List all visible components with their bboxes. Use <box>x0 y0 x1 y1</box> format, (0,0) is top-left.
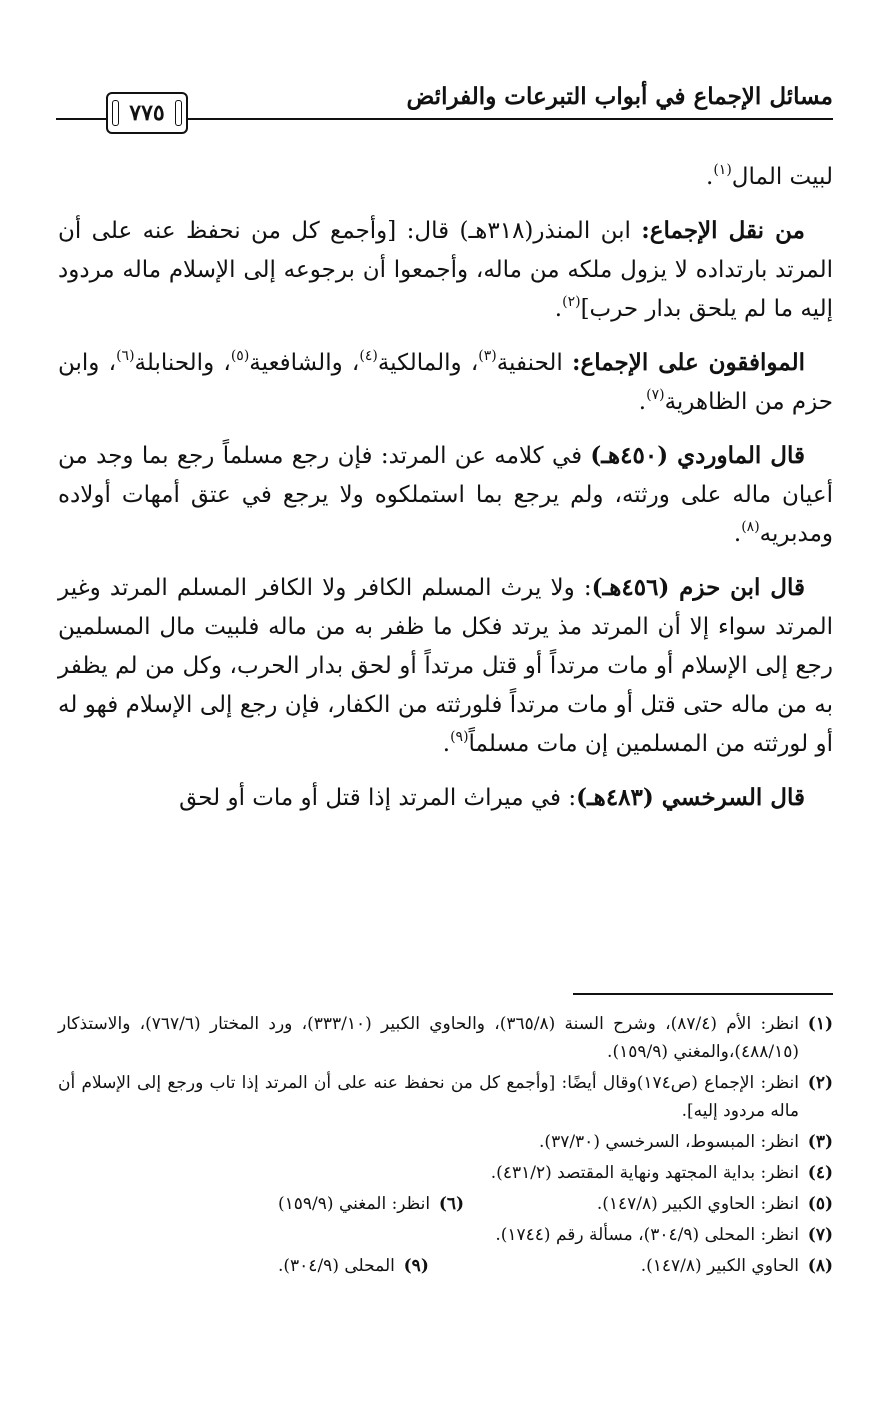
page-number-frame <box>106 92 188 134</box>
footnote-number: (٨) <box>807 1256 833 1276</box>
footnote-text: انظر: الحاوي الكبير (١٤٧/٨). <box>596 1194 799 1214</box>
footnote-ref[interactable]: (٩) <box>450 729 469 745</box>
footnote-number: (٢) <box>807 1073 833 1093</box>
punctuation: . <box>554 296 563 322</box>
paragraph-continuation <box>58 158 833 197</box>
footnote-ref[interactable]: (٣) <box>478 348 497 364</box>
paragraph-label: قال الماوردي (٤٥٠هـ) <box>590 442 805 469</box>
footnote-text: انظر: المبسوط، السرخسي (٣٧/٣٠). <box>539 1132 799 1152</box>
punctuation: . <box>733 521 742 547</box>
paragraph-agreeing-schools <box>58 343 833 422</box>
footnote-ref[interactable]: (٤) <box>359 348 378 364</box>
footnote-1 <box>58 1010 833 1066</box>
paragraph-sarakhsi <box>58 778 833 818</box>
page-number: ٧٧٥ <box>129 100 165 126</box>
footnote-ref[interactable]: (٧) <box>646 387 665 403</box>
paragraph-text: الحنفية <box>496 350 573 376</box>
paragraph-text: : ولا يرث المسلم الكافر ولا الكافر المسلم المرتد وغير المرتد سواء إلا أن المرتد مذ يرتد فكل ما ظفر به من ماله فلبيت مال المسلمين رجع إلى الإسلام أو مات مرتداً أو قتل مرتداً أو لحق بدار الحرب، وكل من لم يظفر به من ماله حتى قتل أو مات مرتداً فلورثته من الكفار، فإن رجع إلى الإسلام فهو له أو لورثته من المسلمين إن مات مسلماً <box>58 575 833 757</box>
footnote-7 <box>58 1221 833 1249</box>
paragraph-label: قال ابن حزم (٤٥٦هـ) <box>591 574 805 601</box>
footnote-3 <box>58 1128 833 1156</box>
paragraph-text: ، والمالكية <box>377 350 479 376</box>
footnote-text: انظر: المغني (١٥٩/٩) <box>278 1194 431 1214</box>
paragraph-label: الموافقون على الإجماع: <box>572 349 805 376</box>
footnote-row-5-6 <box>58 1190 833 1218</box>
footnote-ref[interactable]: (٥) <box>230 348 250 364</box>
footnote-number: (٣) <box>807 1132 833 1152</box>
footnote-ref[interactable]: (٢) <box>562 294 581 310</box>
footnote-2 <box>58 1069 833 1125</box>
footnote-number: (٤) <box>807 1163 833 1183</box>
paragraph-ibn-hazm <box>58 568 833 764</box>
header-rule-left <box>56 118 106 120</box>
footnote-ref[interactable]: (٨) <box>741 519 760 535</box>
paragraph-text: ، وابن حزم من الظاهرية <box>58 350 833 415</box>
footnote-text: انظر: بداية المجتهد ونهاية المقتصد (٤٣١/٢). <box>490 1163 799 1183</box>
paragraph-label: من نقل الإجماع: <box>641 217 805 244</box>
footnote-ref[interactable]: (٦) <box>116 348 135 364</box>
footnote-ref[interactable]: (١) <box>713 162 732 178</box>
punctuation: . <box>706 164 714 190</box>
footnote-8 <box>641 1252 833 1280</box>
footnote-text: المحلى (٣٠٤/٩). <box>278 1256 395 1276</box>
paragraph-text: : في ميراث المرتد إذا قتل أو مات أو لحق <box>179 785 577 811</box>
footnote-number: (٧) <box>807 1225 833 1245</box>
footnote-separator <box>573 993 833 995</box>
paragraph-label: قال السرخسي (٤٨٣هـ) <box>576 784 805 811</box>
paragraph-text: ابن المنذر(٣١٨هـ) قال: [وأجمع كل من نحفظ عنه على أن المرتد بارتداده لا يزول ملكه من ماله، وأجمعوا أن برجوعه إلى الإسلام ماله مردود إليه ما لم يلحق بدار حرب] <box>58 218 833 322</box>
footnote-text: انظر: المحلى (٣٠٤/٩)، مسألة رقم (١٧٤٤). <box>495 1225 799 1245</box>
paragraph-text: ، والشافعية <box>249 350 360 376</box>
footnote-number: (١) <box>807 1014 833 1034</box>
paragraph-mawardi <box>58 436 833 554</box>
paragraph-text: لبيت المال <box>731 164 833 190</box>
main-text <box>58 158 833 832</box>
footnote-5 <box>597 1190 833 1218</box>
paragraph-ijma-transmitters <box>58 211 833 329</box>
paragraph-text: ، والحنابلة <box>134 350 231 376</box>
footnote-9 <box>278 1252 429 1280</box>
punctuation: . <box>638 389 647 415</box>
punctuation: . <box>442 731 451 757</box>
footnote-text: الحاوي الكبير (١٤٧/٨). <box>640 1256 799 1276</box>
running-header-title: مسائل الإجماع في أبواب التبرعات والفرائض <box>406 83 833 110</box>
footnote-4 <box>58 1159 833 1187</box>
footnote-6 <box>278 1190 464 1218</box>
footnote-text: انظر: الأم (٨٧/٤)، وشرح السنة (٣٦٥/٨)، والحاوي الكبير (٣٣٣/١٠)، ورد المختار (٧٦٧/٦)، والاستذكار (٤٨٨/١٥)،والمغني (١٥٩/٩). <box>58 1014 799 1062</box>
paragraph-text: في كلامه عن المرتد: فإن رجع مسلماً رجع بما وجد من أعيان ماله على ورثته، ولم يرجع بما استملكوه ولا يرجع في عتق أمهات أولاده ومدبريه <box>58 443 833 547</box>
footnotes <box>58 1010 833 1283</box>
footnote-text: انظر: الإجماع (ص١٧٤)وقال أيضًا: [وأجمع كل من نحفظ عنه على أن المرتد إذا تاب ورجع إلى الإسلام أن ماله مردود إليه]. <box>58 1073 799 1121</box>
footnote-number: (٥) <box>807 1194 833 1214</box>
footnote-number: (٩) <box>403 1256 429 1276</box>
footnote-number: (٦) <box>438 1194 465 1214</box>
footnote-row-8-9 <box>58 1252 833 1280</box>
